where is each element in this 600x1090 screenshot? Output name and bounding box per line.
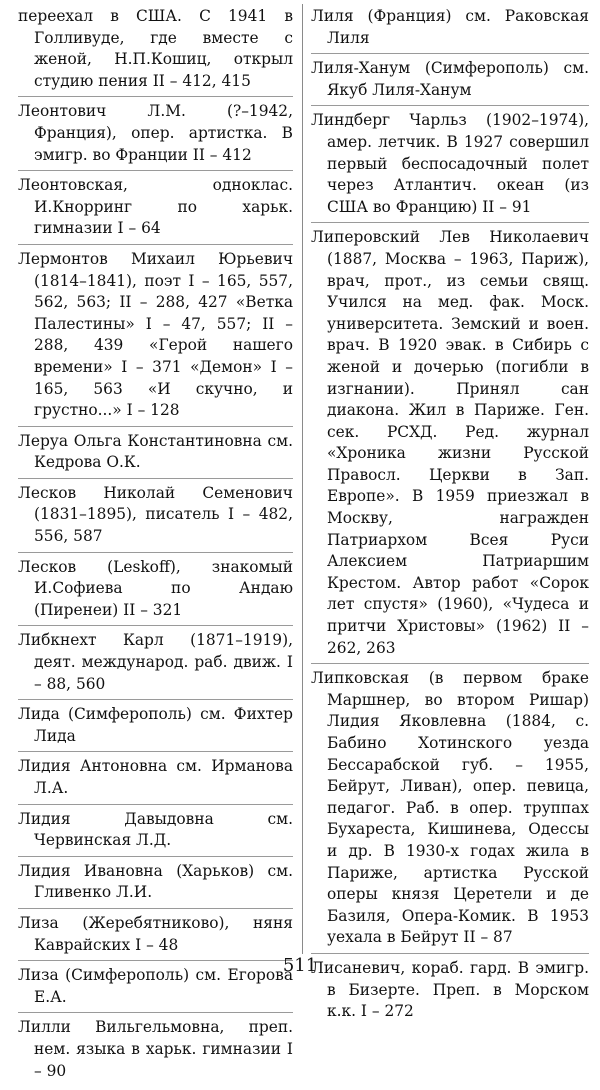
index-entry: Лисаневич, кораб. гард. В эмигр. в Бизерте. Преп. в Морском к.к. I – 272 [311,958,589,1021]
index-entry: Лида (Симферополь) см. Фихтер Лида [18,704,293,752]
index-entry: Линдберг Чарльз (1902–1974), амер. летчик. В 1927 совершил первый беспосадочный полет через Атлантич. океан (из США во Францию) II – 91 [311,110,589,223]
right-column [311,6,589,1031]
index-entry: Липковская (в первом браке Маршнер, во втором Ришар) Лидия Яковлевна (1884, с. Бабино Хотинского уезда Бессарабской губ. – 1955, Бейрут, Ливан), опер. певица, педагог. Раб. в опер. труппах Бухареста, Кишинева, Одессы и др. В 1930-х годах жила в Париже, артистка Русской оперы князя Церетели и де Базиля, Опера-Комик. В 1953 уехала в Бейрут II – 87 [311,668,589,954]
page-number: 511 [282,955,318,976]
index-entry: Лидия Ивановна (Харьков) см. Гливенко Л.И. [18,861,293,909]
index-entry: Леруа Ольга Константиновна см. Кедрова О.К. [18,431,293,479]
index-entry: Лидия Антоновна см. Ирманова Л.А. [18,756,293,804]
index-entry: Лесков (Leskoff), знакомый И.Софиева по Андаю (Пиренеи) II – 321 [18,557,293,627]
index-entry: Леонтовская, одноклас. И.Кнорринг по харьк. гимназии I – 64 [18,175,293,245]
index-entry: Лиля (Франция) см. Раковская Лиля [311,6,589,54]
index-entry: Либкнехт Карл (1871–1919), деят. международ. раб. движ. I – 88, 560 [18,630,293,700]
index-entry: Лиза (Симферополь) см. Егорова Е.А. [18,965,293,1013]
index-entry: Лермонтов Михаил Юрьевич (1814–1841), поэт I – 165, 557, 562, 563; II – 288, 427 «Ветка Палестины» I – 47, 557; II – 288, 439 «Герой нашего времени» I – 371 «Демон» I – 165, 563 «И скучно, и грустно...» I – 128 [18,249,293,427]
left-column [18,6,293,1090]
index-entry: Леонтович Л.М. (?–1942, Франция), опер. артистка. В эмигр. во Франции II – 412 [18,101,293,171]
index-entry: Лесков Николай Семенович (1831–1895), писатель I – 482, 556, 587 [18,483,293,553]
index-entry: переехал в США. С 1941 в Голливуде, где вместе с женой, Н.П.Кошиц, открыл студию пения II – 412, 415 [18,6,293,97]
index-entry: Лиля-Ханум (Симферополь) см. Якуб Лиля-Ханум [311,58,589,106]
index-entry: Липеровский Лев Николаевич (1887, Москва – 1963, Париж), врач, прот., из семьи свящ. Учился на мед. фак. Моск. университета. Земский и воен. врач. В 1920 эвак. в Сибирь с женой и дочерью (погибли в изгнании). Принял сан диакона. Жил в Париже. Ген. сек. РСХД. Ред. журнал «Хроника жизни Русской Правосл. Церкви в Зап. Европе». В 1959 приезжал в Москву, награжден Патриархом Всея Руси Алексием Патриаршим Крестом. Автор работ «Сорок лет спустя» (1960), «Чудеса и притчи Христовы» (1962) II – 262, 263 [311,227,589,664]
index-entry: Лилли Вильгельмовна, преп. нем. языка в харьк. гимназии I – 90 [18,1018,293,1080]
column-divider [302,4,303,954]
index-entry: Лиза (Жеребятниково), няня Каврайских I – 48 [18,913,293,961]
index-entry: Лидия Давыдовна см. Червинская Л.Д. [18,809,293,857]
